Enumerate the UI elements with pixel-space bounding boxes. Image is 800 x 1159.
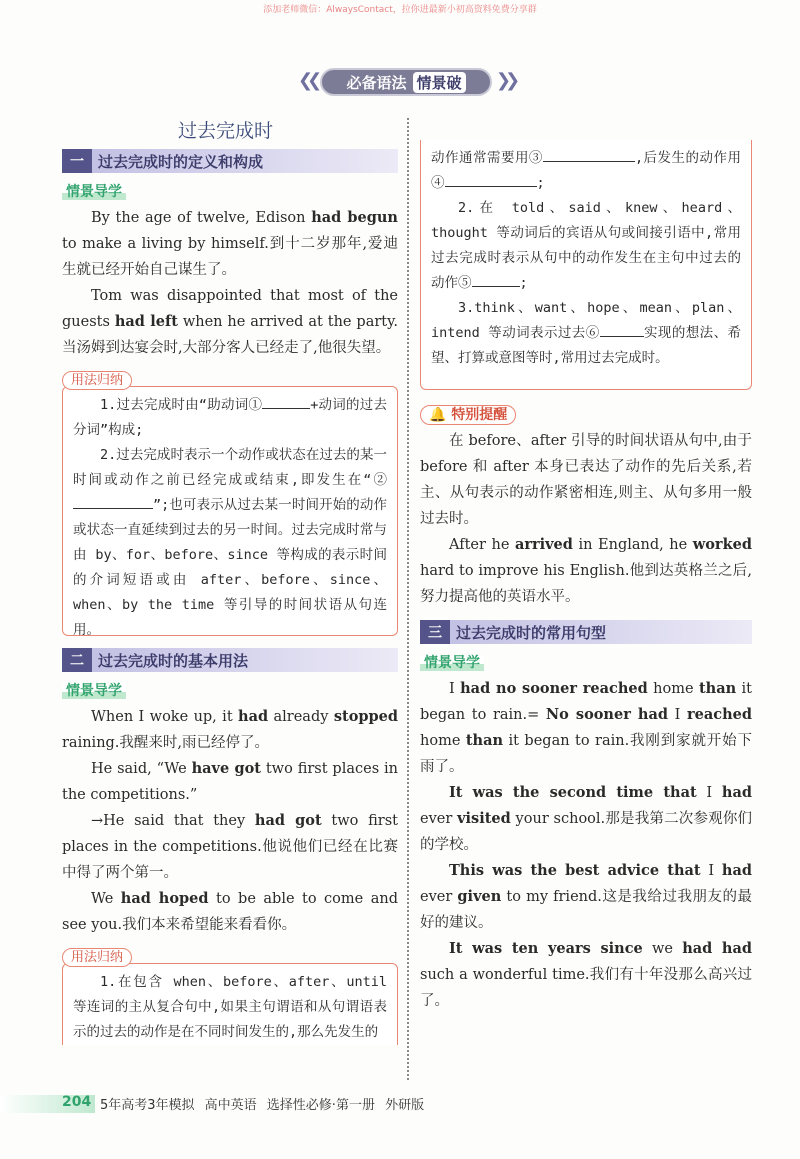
section-title: 过去完成时的定义和构成 — [98, 152, 264, 171]
text-run: home — [420, 733, 466, 749]
special-reminder-label: 特别提醒 — [451, 407, 508, 423]
text-run: 动作通常需要用③ — [431, 150, 543, 166]
bold-run: visited — [457, 810, 511, 827]
answer-blank[interactable] — [262, 408, 310, 409]
bold-run: No sooner had — [545, 706, 668, 723]
text-run: when he arrived at the party.当汤姆到达宴会时,大部分客人已经走了,他很失望。 — [62, 314, 398, 356]
section-heading-3 — [420, 620, 752, 644]
text-run: 1.过去完成时由“助动词① — [100, 397, 263, 413]
answer-blank[interactable] — [472, 286, 520, 287]
bold-run: had got — [254, 812, 322, 829]
text-run: When I woke up, it — [91, 709, 239, 725]
book-title: 5年高考3年模拟 高中英语 选择性必修·第一册 外研版 — [100, 1098, 425, 1113]
text-run: Tom was disappointed that most of the guests — [62, 288, 398, 330]
section-number: 一 — [62, 149, 92, 173]
usage-rule — [73, 393, 387, 443]
bold-run: had hoped — [120, 890, 209, 907]
bold-run: given — [457, 888, 502, 905]
pattern-example — [420, 936, 752, 1014]
column-divider — [407, 118, 409, 1080]
special-reminder-tag — [420, 405, 516, 425]
section-number: 三 — [420, 620, 450, 644]
bold-run: worked — [692, 536, 752, 553]
scenario-tag: 情景导学 — [62, 184, 126, 200]
text-run: I — [700, 863, 722, 879]
bold-run: This was the best advice that — [449, 862, 701, 879]
bold-run: had no sooner reached — [460, 680, 648, 697]
bold-run: had begun — [311, 209, 398, 226]
usage-note-box — [62, 386, 398, 636]
bold-run: have got — [191, 760, 261, 777]
text-run: we — [642, 941, 683, 957]
usage-note-box-continued — [420, 140, 752, 390]
text-run: raining.我醒来时,雨已经停了。 — [62, 735, 270, 751]
bold-run: arrived — [514, 536, 573, 553]
page-title: 过去完成时 — [178, 120, 274, 142]
bold-run: reached — [687, 706, 753, 723]
example-paragraph — [62, 756, 398, 808]
text-run: it began to rain.我刚到家就开始下雨了。 — [420, 733, 752, 775]
text-run: 2.在 told、said、knew、heard、thought 等动词后的宾语从句或间接引语中,常用过去完成时表示从句中的动作发生在主句中过去的动作⑤ — [431, 200, 741, 291]
bold-run: It was the second time that — [449, 784, 697, 801]
answer-blank[interactable] — [600, 336, 644, 337]
text-run: two first places in the competitions.” — [62, 761, 398, 803]
text-run: ”;也可表示从过去某一时间开始的动作或状态一直延续到过去的另一时间。过去完成时常与由 by、for、before、since 等构成的表示时间的介词短语或由 after、before、since、when、by the time 等引导的时间状语从句连用。 — [73, 497, 387, 638]
text-run: ,后发生的动作用④ — [431, 150, 741, 191]
bold-run: than — [698, 680, 737, 697]
text-run: We — [91, 891, 121, 907]
banner-pill — [320, 68, 492, 96]
text-run: ever — [420, 889, 458, 905]
text-run: 实现的想法、希望、打算或意图等时,常用过去完成时。 — [431, 325, 741, 366]
text-run: +动词的过去分词”构成; — [73, 397, 387, 438]
text-run: By the age of twelve, Edison — [91, 210, 312, 226]
banner-left-label: 必备语法 — [346, 73, 407, 92]
text-run: to make a living by himself.到十二岁那年,爱迪生就已经开始自己谋生了。 — [62, 236, 398, 278]
section-title: 过去完成时的基本用法 — [98, 651, 249, 670]
text-run: hard to improve his English.他到达英格兰之后,努力提高他的英语水平。 — [420, 563, 752, 605]
text-run: to be able to come and see you.我们本来希望能来看看你。 — [62, 891, 398, 933]
text-run: your school.那是我第二次参观你们的学校。 — [420, 811, 753, 853]
text-run: in England, he — [572, 537, 693, 553]
text-run: I — [696, 785, 722, 801]
usage-rule — [431, 296, 741, 371]
text-run: →He said that they — [91, 813, 255, 829]
page-number: 204 — [62, 1094, 92, 1110]
text-run: I — [668, 707, 688, 723]
bold-run: stopped — [333, 708, 399, 725]
bold-run: had — [238, 708, 269, 725]
example-paragraph — [62, 205, 398, 283]
text-run: it began to rain.= — [420, 681, 753, 723]
example-paragraph — [420, 532, 752, 610]
reminder-paragraph: 在 before、after 引导的时间状语从句中,由于 before 和 after 本身已表达了动作的先后关系,若主、从句表示的动作紧密相连,则主、从句多用一般过去时。 — [420, 433, 752, 527]
watermark-text: 添加老师微信：AlwaysContact，拉你进最新小初高资料免费分享群 — [263, 5, 537, 15]
bell-icon: 🔔 — [429, 407, 447, 423]
text-run: After he — [449, 537, 515, 553]
bold-run: than — [465, 732, 504, 749]
usage-summary-tag: 用法归纳 — [62, 371, 132, 390]
banner-right-label: 情景破 — [413, 72, 466, 93]
bold-run: It was ten years since — [449, 940, 643, 957]
usage-summary-tag: 用法归纳 — [62, 948, 132, 967]
text-run: ever — [420, 811, 458, 827]
section-title: 过去完成时的常用句型 — [456, 623, 607, 642]
pattern-example — [420, 780, 752, 858]
answer-blank[interactable] — [445, 186, 537, 187]
text-run: I — [449, 681, 461, 697]
text-run: ; — [536, 175, 545, 191]
usage-rule: 1.在包含 when、before、after、until 等连词的主从复合句中,如果主句谓语和从句谓语表示的过去的动作是在不同时间发生的,那么先发生的 — [73, 974, 387, 1040]
usage-rule — [431, 146, 741, 196]
text-run: two first places in the competitions.他说他们已经在比赛中得了两个第一。 — [62, 813, 398, 881]
section-number: 二 — [62, 648, 92, 672]
usage-rule — [73, 443, 387, 643]
example-paragraph — [62, 808, 398, 886]
section-heading-1 — [62, 149, 398, 173]
usage-rule — [431, 196, 741, 296]
bold-run: had left — [114, 313, 178, 330]
left-column — [62, 149, 398, 1045]
answer-blank[interactable] — [73, 508, 153, 509]
bold-run: had had — [682, 940, 752, 957]
text-run: ; — [519, 275, 528, 291]
scenario-tag: 情景导学 — [420, 655, 484, 671]
answer-blank[interactable] — [543, 161, 635, 162]
section-banner — [296, 66, 518, 100]
chevron-left-icon: ❮❮ — [298, 70, 317, 91]
right-column — [420, 140, 752, 1014]
text-run: such a wonderful time.我们有十年没那么高兴过了。 — [420, 967, 752, 1009]
bold-run: had — [721, 784, 752, 801]
text-run: already — [268, 709, 334, 725]
usage-note-box — [62, 963, 398, 1045]
text-run: 3.think、want、hope、mean、plan、intend 等动词表示过去⑥ — [431, 300, 741, 341]
pattern-example — [420, 858, 752, 936]
text-run: home — [647, 681, 699, 697]
example-paragraph — [62, 886, 398, 938]
text-run: to my friend.这是我给过我朋友的最好的建议。 — [420, 889, 752, 931]
example-paragraph — [62, 704, 398, 756]
bold-run: had — [721, 862, 752, 879]
section-heading-2 — [62, 648, 398, 672]
text-run: 2.过去完成时表示一个动作或状态在过去的某一时间或动作之前已经完成或结束,即发生在“② — [73, 447, 387, 488]
scenario-tag: 情景导学 — [62, 683, 126, 699]
chevron-right-icon: ❯❯ — [496, 70, 515, 91]
pattern-example — [420, 676, 752, 780]
example-paragraph — [62, 283, 398, 361]
text-run: He said, “We — [91, 761, 192, 777]
